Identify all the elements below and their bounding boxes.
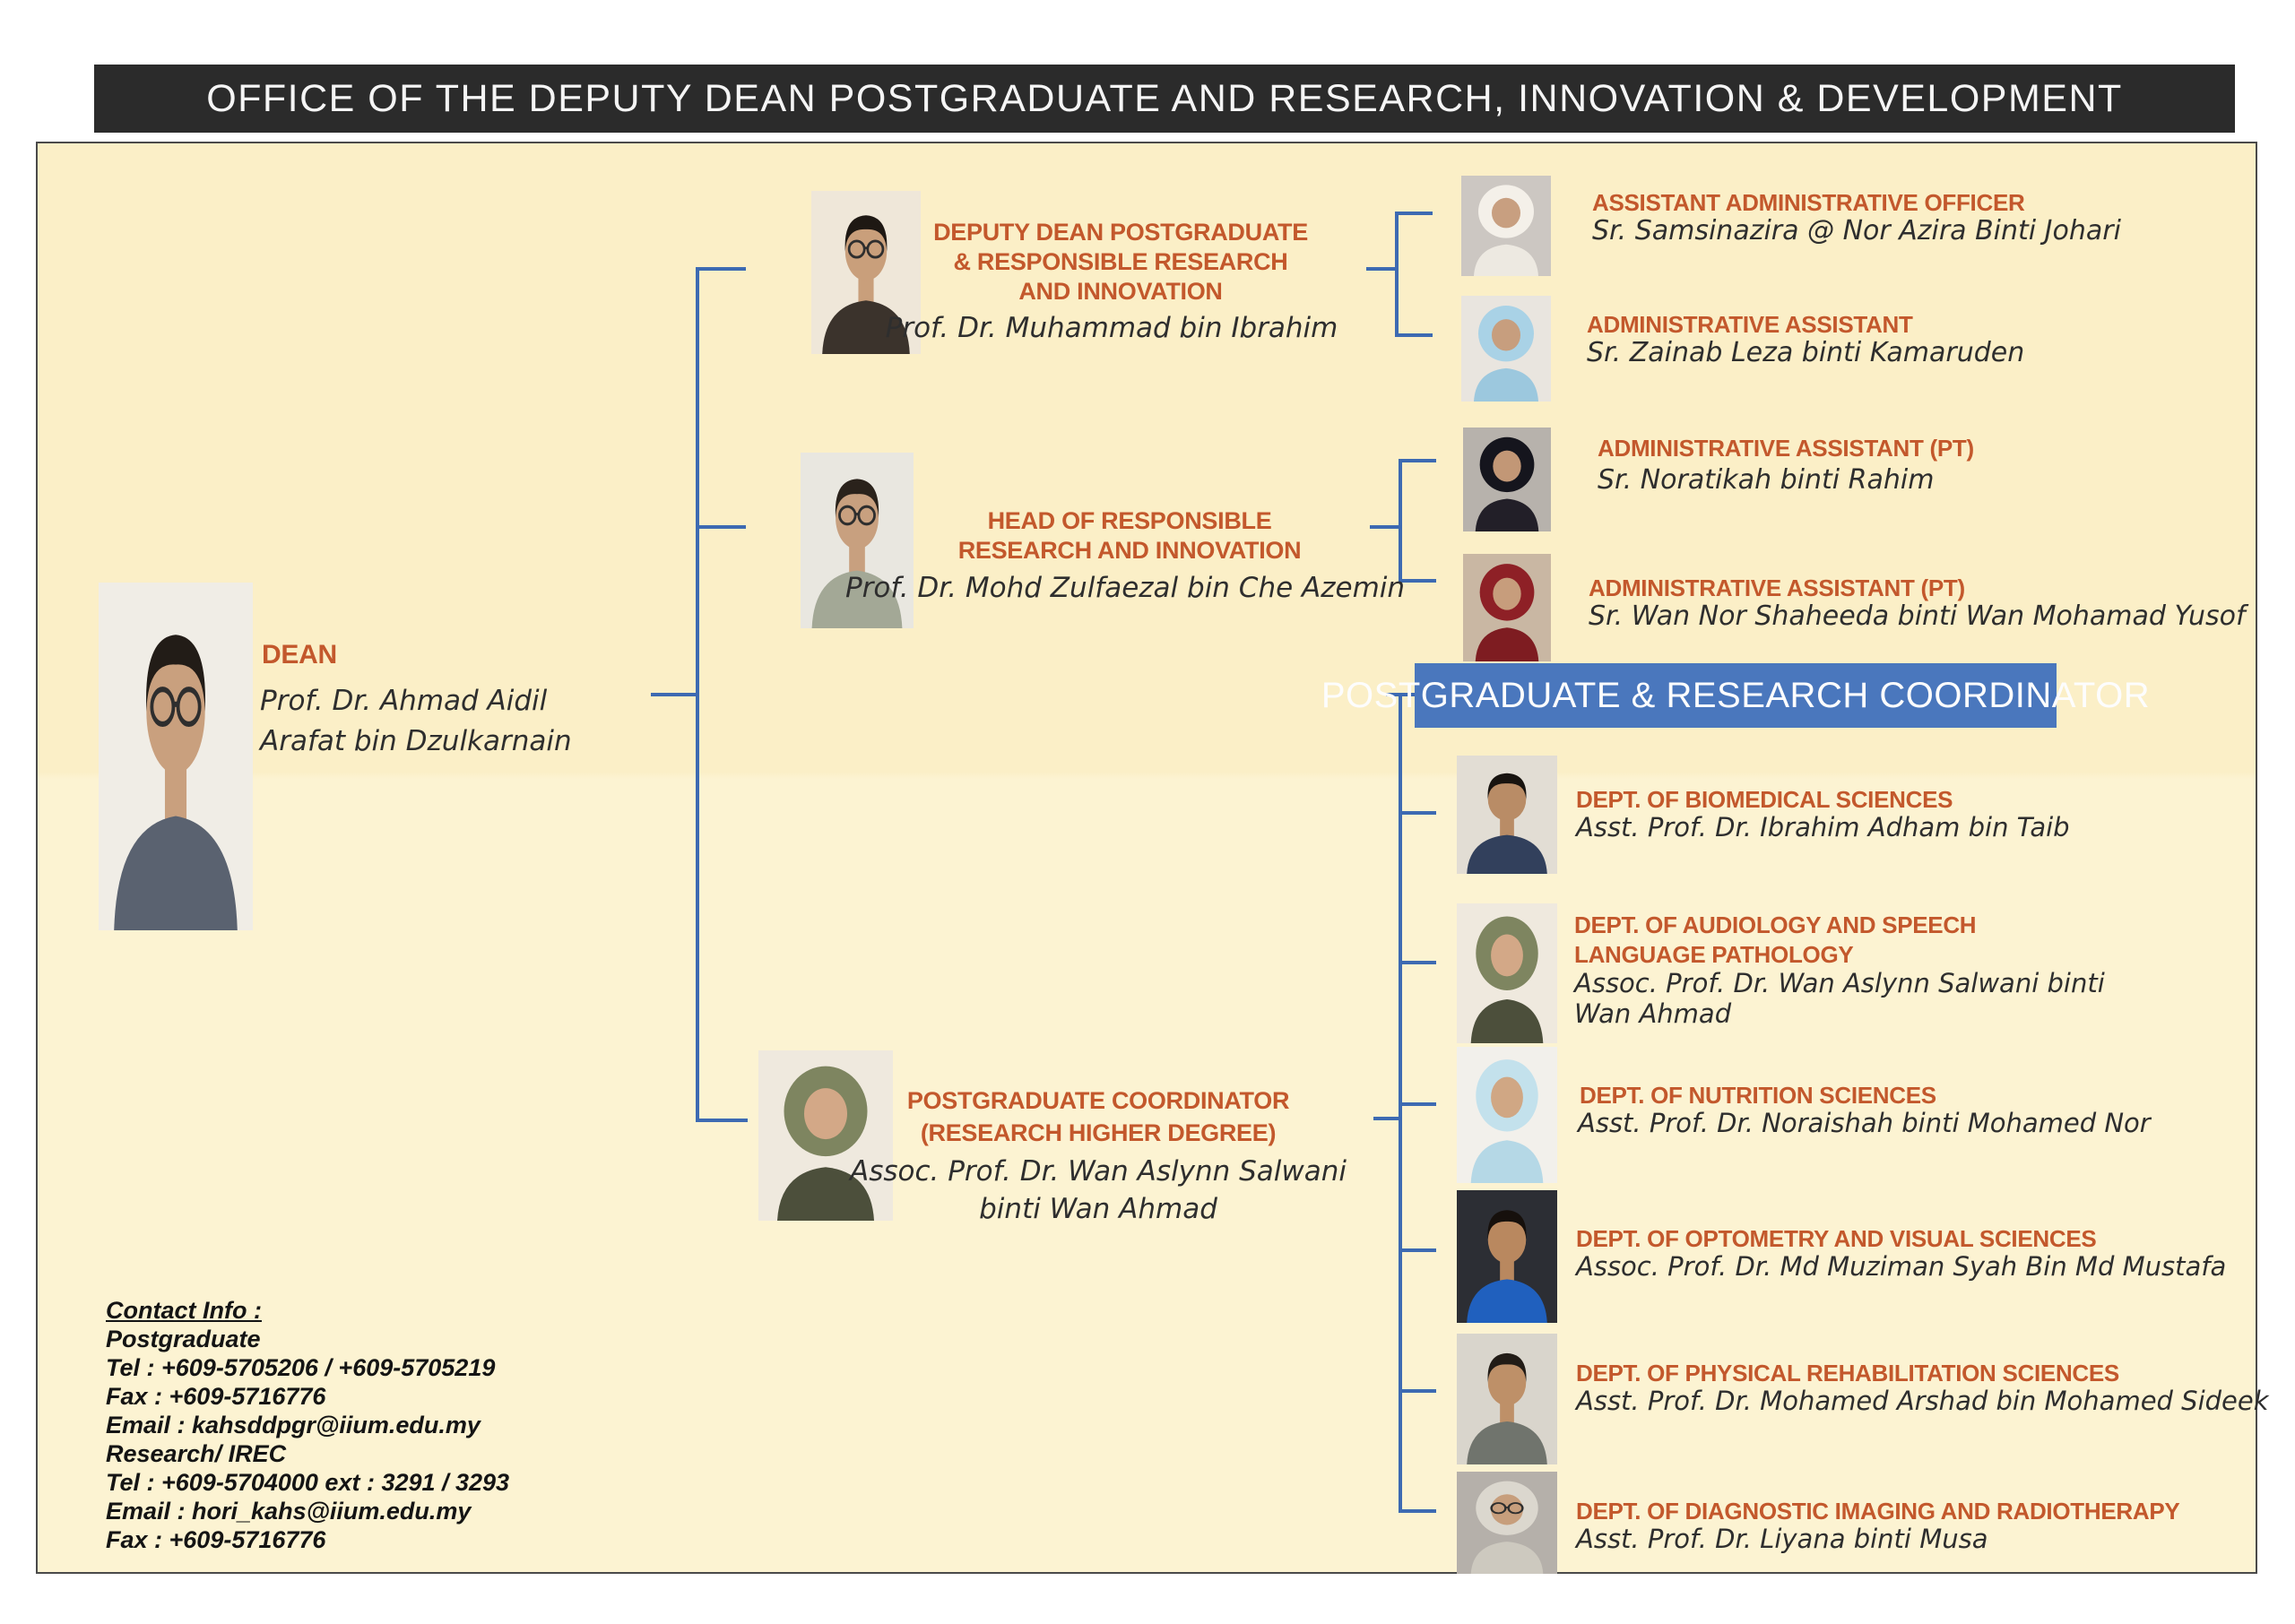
contact-line: Email : kahsddpgr@iium.edu.my (106, 1412, 481, 1438)
admin-staff-name: Sr. Samsinazira @ Nor Azira Binti Johari (1592, 215, 2121, 246)
connector-stub-deputy (696, 267, 746, 271)
head-rri-name: Prof. Dr. Mohd Zulfaezal bin Che Azemin (844, 572, 1406, 604)
photo-admin-assistant-pt1 (1463, 428, 1551, 531)
admin-staff-title: ASSISTANT ADMINISTRATIVE OFFICER (1592, 189, 2025, 216)
connector-stub-dean (651, 693, 699, 696)
pg-coordinator-name: Assoc. Prof. Dr. Wan Aslynn Salwani binti Wan Ahmad (849, 1155, 1347, 1225)
admin-staff-title: ADMINISTRATIVE ASSISTANT (1587, 311, 1913, 338)
connector-bracket1-bottom (1395, 333, 1433, 337)
dept-head-name: Asst. Prof. Dr. Noraishah binti Mohamed Nor (1578, 1108, 2151, 1138)
connector-dept-stub-5 (1399, 1389, 1436, 1393)
connector-dept-stub-6 (1399, 1509, 1436, 1513)
connector-dept-stub-3 (1399, 1102, 1436, 1106)
head-rri-role-title: HEAD OF RESPONSIBLE RESEARCH AND INNOVATION (957, 507, 1302, 564)
photo-dept-biomedical (1457, 756, 1557, 874)
contact-heading: Contact Info : (106, 1297, 262, 1324)
page-title-bar (94, 65, 2235, 133)
dept-title: DEPT. OF DIAGNOSTIC IMAGING AND RADIOTHERAPY (1576, 1498, 2180, 1525)
dept-title: DEPT. OF BIOMEDICAL SCIENCES (1576, 786, 1953, 813)
photo-dean (99, 583, 253, 930)
contact-info-block (106, 1296, 509, 1554)
contact-line: Fax : +609-5716776 (106, 1383, 326, 1410)
dept-title: DEPT. OF NUTRITION SCIENCES (1580, 1082, 1936, 1109)
pg-coordinator-role-title: POSTGRADUATE COORDINATOR (RESEARCH HIGHER DEGREE) (906, 1087, 1290, 1146)
photo-admin-assistant (1461, 296, 1551, 402)
photo-dept-physical-rehab (1457, 1334, 1557, 1464)
contact-line: Fax : +609-5716776 (106, 1526, 326, 1553)
photo-dept-audiology (1457, 903, 1557, 1043)
page-title: OFFICE OF THE DEPUTY DEAN POSTGRADUATE AND RESEARCH, INNOVATION & DEVELOPMENT (206, 76, 2123, 120)
connector-stub-coordinator (696, 1119, 748, 1122)
dept-head-name: Asst. Prof. Dr. Mohamed Arshad bin Mohamed Sideek (1576, 1386, 2269, 1416)
contact-line: Tel : +609-5705206 / +609-5705219 (106, 1354, 496, 1381)
photo-admin-assistant-pt2 (1463, 554, 1551, 661)
admin-staff-name: Sr. Wan Nor Shaheeda binti Wan Mohamad Yusof (1589, 600, 2246, 632)
photo-dept-nutrition (1457, 1047, 1557, 1183)
dept-title: DEPT. OF OPTOMETRY AND VISUAL SCIENCES (1576, 1225, 2097, 1252)
connector-bracket2-top (1399, 459, 1436, 462)
dept-head-name: Asst. Prof. Dr. Ibrahim Adham bin Taib (1576, 812, 2070, 842)
dept-head-name: Assoc. Prof. Dr. Wan Aslynn Salwani binti Wan Ahmad (1574, 968, 2105, 1029)
dept-head-name: Asst. Prof. Dr. Liyana binti Musa (1576, 1524, 1988, 1554)
connector-dept-stub-4 (1399, 1248, 1436, 1252)
connector-dept-stub-1 (1399, 811, 1436, 815)
dean-role-title: DEAN (262, 640, 337, 669)
connector-dept-stub-2 (1399, 961, 1436, 964)
connector-stub-head (696, 525, 746, 529)
connector-bracket2-in (1370, 525, 1402, 529)
deputy-dean-name: Prof. Dr. Muhammad bin Ibrahim (885, 312, 1338, 344)
dept-head-name: Assoc. Prof. Dr. Md Muziman Syah Bin Md Mustafa (1576, 1251, 2227, 1282)
photo-assistant-admin-officer (1461, 176, 1551, 276)
connector-coordinator-stub (1373, 1117, 1402, 1120)
admin-staff-name: Sr. Noratikah binti Rahim (1598, 464, 1935, 496)
coordinator-banner (1321, 663, 2151, 728)
photo-dept-optometry (1457, 1190, 1557, 1323)
dept-title: DEPT. OF PHYSICAL REHABILITATION SCIENCES (1576, 1360, 2119, 1386)
dean-name: Prof. Dr. Ahmad Aidil Arafat bin Dzulkarnain (260, 685, 572, 757)
dept-title: DEPT. OF AUDIOLOGY AND SPEECH LANGUAGE PATHOLOGY (1574, 911, 1977, 968)
admin-staff-title: ADMINISTRATIVE ASSISTANT (PT) (1598, 435, 1974, 462)
contact-line: Email : hori_kahs@iium.edu.my (106, 1498, 472, 1525)
photo-dept-diagnostic (1457, 1472, 1557, 1574)
contact-line: Tel : +609-5704000 ext : 3291 / 3293 (106, 1469, 510, 1496)
coordinator-banner-label: POSTGRADUATE & RESEARCH COORDINATOR (1321, 675, 2151, 715)
deputy-dean-role-title: DEPUTY DEAN POSTGRADUATE & RESPONSIBLE RESEARCH AND INNOVATION (933, 219, 1308, 305)
connector-bracket1-in (1366, 267, 1399, 271)
contact-line: Research/ IREC (106, 1440, 287, 1467)
connector-bracket1-top (1395, 212, 1433, 215)
connector-bracket1 (1395, 212, 1399, 337)
contact-line: Postgraduate (106, 1326, 261, 1352)
admin-staff-name: Sr. Zainab Leza binti Kamaruden (1587, 337, 2025, 368)
admin-staff-title: ADMINISTRATIVE ASSISTANT (PT) (1589, 574, 1965, 601)
connector-bracket2 (1399, 459, 1402, 583)
